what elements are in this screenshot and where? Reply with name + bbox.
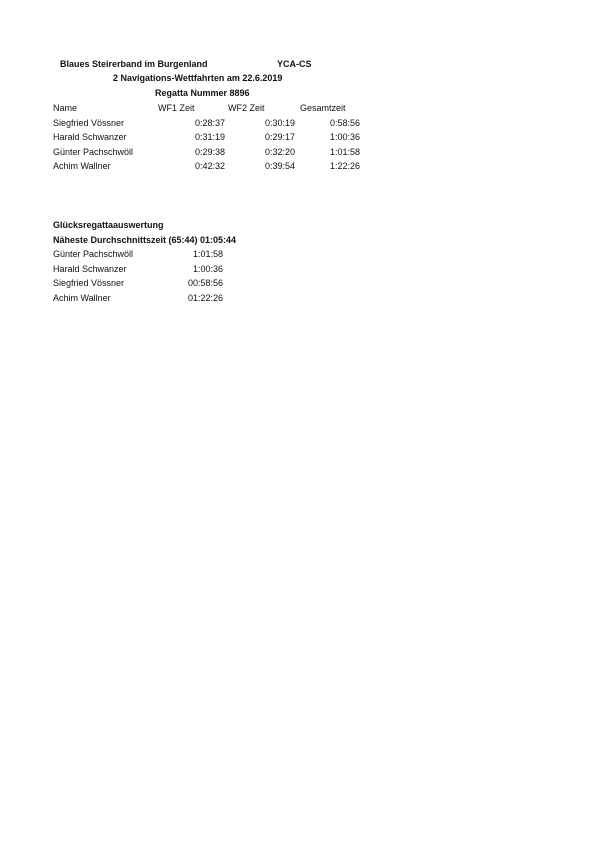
lucky-time: 00:58:56 <box>187 278 223 288</box>
row-name: Achim Wallner <box>53 161 111 171</box>
lucky-name: Siegfried Vössner <box>53 278 125 288</box>
row-total: 1:01:58 <box>329 147 360 157</box>
row-name: Siegfried Vössner <box>53 118 125 128</box>
row-wf2: 0:30:19 <box>264 118 295 128</box>
row-wf1: 0:31:19 <box>194 132 225 142</box>
club-code: YCA-CS <box>277 59 312 69</box>
column-header-wf2: WF2 Zeit <box>228 103 265 113</box>
row-wf2: 0:32:20 <box>264 147 295 157</box>
row-total: 1:22:26 <box>329 161 360 171</box>
lucky-name: Harald Schwanzer <box>53 264 127 274</box>
row-total: 1:00:36 <box>329 132 360 142</box>
row-name: Harald Schwanzer <box>53 132 127 142</box>
lucky-section-title: Glücksregattaauswertung <box>53 220 164 230</box>
lucky-time: 1:01:58 <box>192 249 223 259</box>
row-total: 0:58:56 <box>329 118 360 128</box>
row-wf1: 0:42:32 <box>194 161 225 171</box>
lucky-name: Günter Pachschwöll <box>53 249 134 259</box>
event-title: 2 Navigations-Wettfahrten am 22.6.2019 <box>113 73 283 83</box>
lucky-time: 1:00:36 <box>192 264 223 274</box>
row-name: Günter Pachschwöll <box>53 147 134 157</box>
row-wf1: 0:29:38 <box>194 147 225 157</box>
row-wf2: 0:29:17 <box>264 132 295 142</box>
column-header-wf1: WF1 Zeit <box>158 103 195 113</box>
lucky-time: 01:22:26 <box>187 293 223 303</box>
regatta-number: Regatta Nummer 8896 <box>155 88 250 98</box>
lucky-name: Achim Wallner <box>53 293 111 303</box>
row-wf2: 0:39:54 <box>264 161 295 171</box>
column-header-total: Gesamtzeit <box>300 103 346 113</box>
lucky-section-subtitle: Näheste Durchschnittszeit (65:44) 01:05:44 <box>53 235 237 245</box>
row-wf1: 0:28:37 <box>194 118 225 128</box>
column-header-name: Name <box>53 103 78 113</box>
club-title: Blaues Steirerband im Burgenland <box>60 59 208 69</box>
